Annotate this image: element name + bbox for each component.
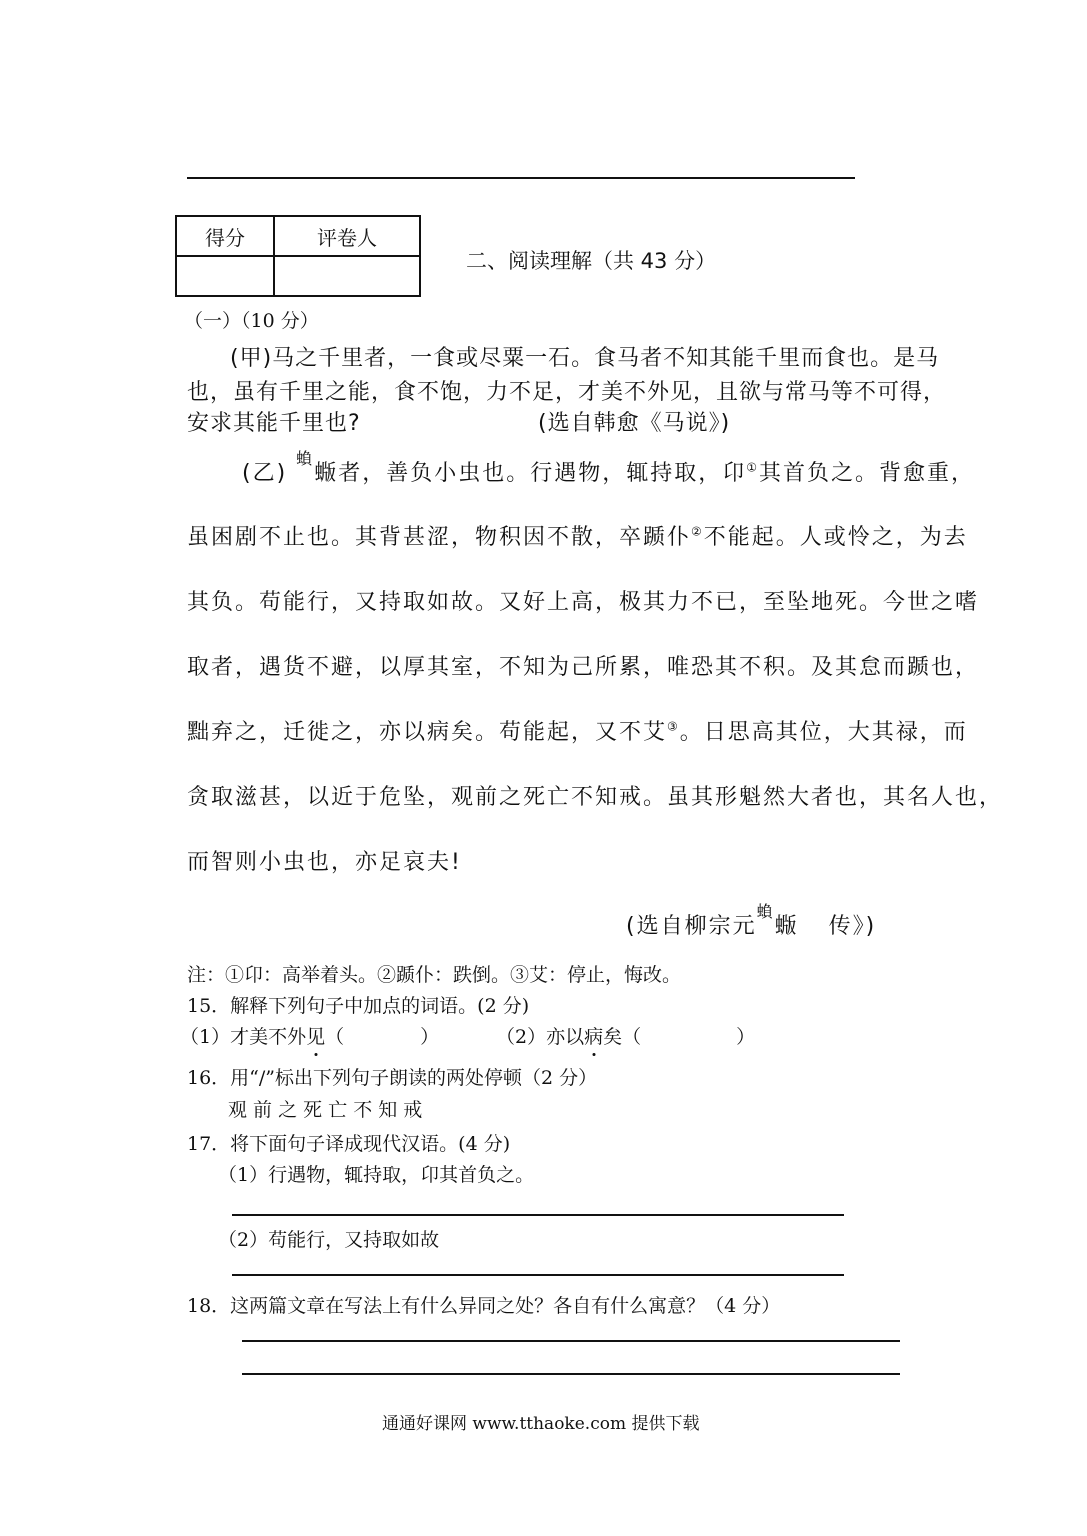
question-15-1 [180, 1022, 439, 1049]
part1-label: （一）（10 分） [184, 310, 319, 332]
question-17-2: （2）苟能行，又持取如故 [218, 1229, 440, 1251]
note-marker-2: ② [691, 524, 704, 539]
jia-line-3: 安求其能千里也? [187, 411, 361, 436]
q15-2-text: （2）亦以 [496, 1026, 585, 1048]
question-17: 17．将下面句子译成现代汉语。(4 分) [187, 1133, 511, 1155]
q15-2-blank[interactable]: 矣（ ） [603, 1026, 756, 1048]
yi-source-a: (选自柳宗元 [626, 914, 757, 939]
yi-source-rare-char: 蝜 [756, 902, 775, 921]
question-18: 18．这两篇文章在写法上有什么异同之处？各自有什么寓意？（4 分） [187, 1295, 781, 1317]
jia-line-1: (甲)马之千里者，一食或尽粟一石。食马者不知其能千里而食也。是马 [230, 346, 940, 371]
grader-cell[interactable] [274, 256, 420, 296]
score-cell[interactable] [176, 256, 274, 296]
yi-source-b: 蝂 [774, 914, 799, 939]
yi-line-5 [187, 715, 968, 746]
yi-line-1-text: 蝂者，善负小虫也。行遇物，辄持取，卬 [314, 461, 747, 486]
notes: 注：①卬：高举着头。②踬仆：跌倒。③艾：停止，悔改。 [187, 964, 682, 986]
q15-1-dotted-word: 见 [306, 1022, 325, 1049]
yi-line-1 [242, 449, 975, 487]
yi-line-7: 而智则小虫也，亦足哀夫! [187, 850, 462, 875]
answer-line-17-1[interactable] [232, 1214, 844, 1216]
yi-line-5-b: 。日思高其位，大其禄，而 [679, 720, 968, 745]
yi-label: (乙) [242, 461, 288, 486]
note-marker-1: ① [746, 460, 759, 475]
note-marker-3: ③ [667, 719, 680, 734]
answer-line-17-2[interactable] [232, 1274, 844, 1276]
jia-line-2: 也，虽有千里之能，食不饱，力不足，才美不外见，且欲与常马等不可得， [187, 380, 947, 405]
yi-source-c: 传》) [828, 914, 877, 939]
yi-line-1-end: 其首负之。背愈重， [758, 461, 975, 486]
yi-line-5-a: 黜弃之，迁徙之，亦以病矣。苟能起，又不艾 [187, 720, 668, 745]
score-header: 得分 [176, 216, 274, 256]
q15-2-dotted-word: 病 [584, 1022, 603, 1049]
question-16: 16．用“/”标出下列句子朗读的两处停顿（2 分） [187, 1067, 598, 1089]
score-table [175, 215, 421, 297]
answer-line-18-1[interactable] [242, 1340, 900, 1342]
yi-source [626, 902, 877, 940]
question-16-sentence: 观 前 之 死 亡 不 知 戒 [228, 1099, 423, 1121]
section-title: 二、阅读理解（共 43 分） [466, 249, 717, 273]
answer-line-18-2[interactable] [242, 1373, 900, 1375]
yi-line-2-a: 虽困剧不止也。其背甚涩，物积因不散，卒踬仆 [187, 525, 692, 550]
question-15: 15．解释下列句子中加点的词语。(2 分) [187, 995, 530, 1017]
yi-line-6: 贪取滋甚，以近于危坠，观前之死亡不知戒。虽其形魁然大者也，其名人也， [187, 785, 1004, 810]
question-17-1: （1）行遇物，辄持取，卬其首负之。 [218, 1164, 535, 1186]
jia-source: (选自韩愈《马说》) [538, 411, 731, 436]
footer: 通通好课网 www.tthaoke.com 提供下载 [382, 1414, 700, 1434]
grader-header: 评卷人 [274, 216, 420, 256]
yi-rare-char: 蝜 [296, 449, 315, 468]
yi-line-2 [187, 520, 968, 551]
yi-line-4: 取者，遇货不避，以厚其室，不知为己所累，唯恐其不积。及其怠而踬也， [187, 655, 980, 680]
yi-line-3: 其负。苟能行，又持取如故。又好上高，极其力不已，至坠地死。今世之嗜 [187, 590, 980, 615]
header-rule [187, 177, 855, 179]
q15-1-text: （1）才美不外 [180, 1026, 307, 1048]
q15-1-blank[interactable]: （ ） [325, 1026, 440, 1048]
question-15-2 [496, 1022, 755, 1049]
yi-line-2-b: 不能起。人或怜之，为去 [703, 525, 968, 550]
